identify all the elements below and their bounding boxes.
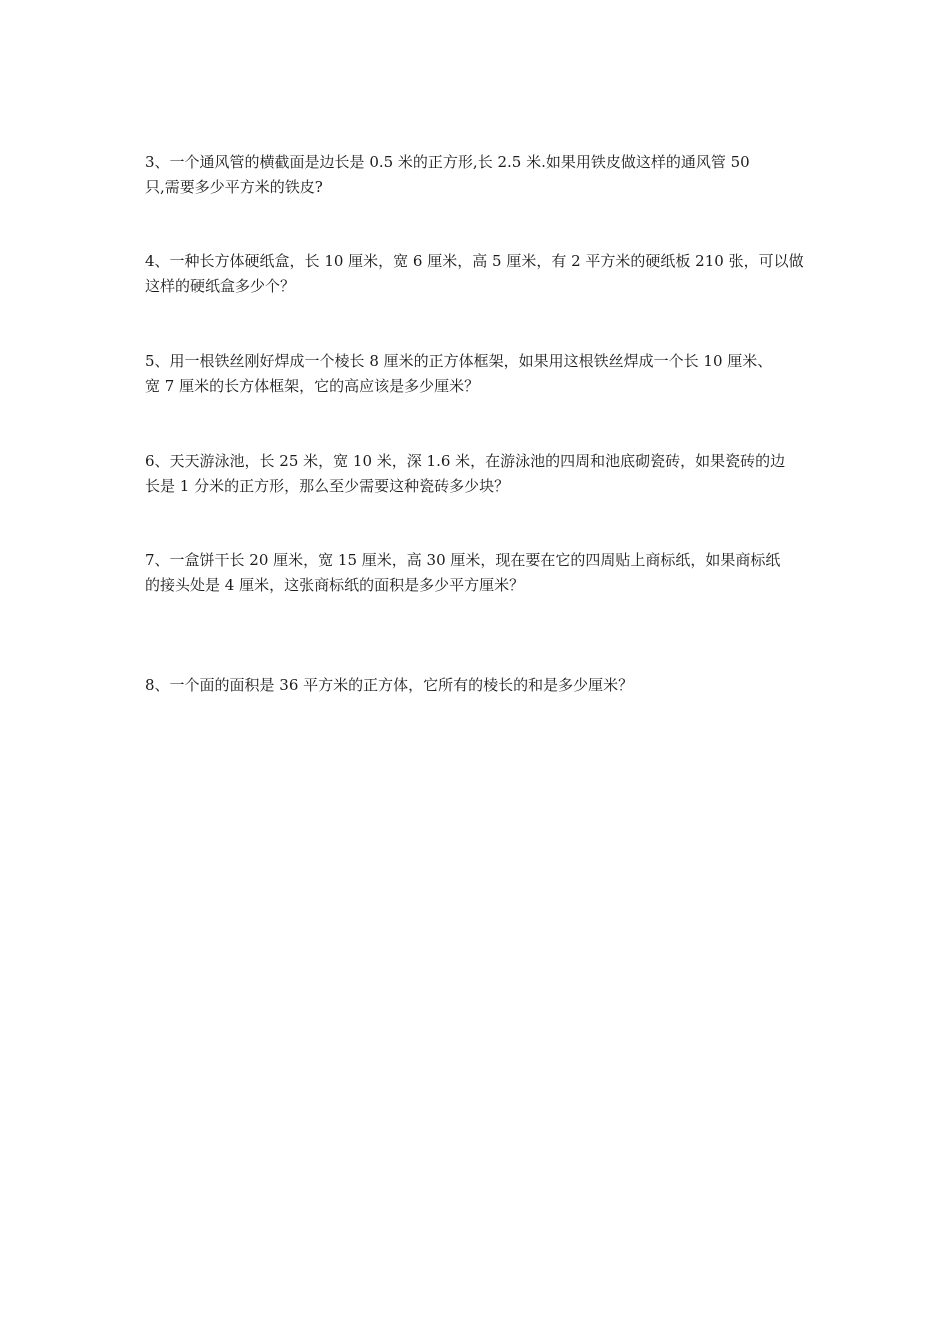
- problem-4: [145, 249, 825, 299]
- problem-3-line-1: 3、一个通风管的横截面是边长是 0.5 米的正方形,长 2.5 米.如果用铁皮做这样的通风管 50: [145, 153, 750, 171]
- problem-6-line-1: 6、天天游泳池，长 25 米，宽 10 米，深 1.6 米，在游泳池的四周和池底砌瓷砖，如果瓷砖的边: [145, 452, 786, 470]
- problem-5-line-1: 5、用一根铁丝刚好焊成一个棱长 8 厘米的正方体框架，如果用这根铁丝焊成一个长 10 厘米、: [145, 352, 773, 370]
- problem-3-line-2: 只,需要多少平方米的铁皮?: [145, 178, 323, 196]
- problem-7-line-1: 7、一盒饼干长 20 厘米，宽 15 厘米，高 30 厘米，现在要在它的四周贴上商标纸，如果商标纸: [145, 551, 781, 569]
- problem-6-line-2: 长是 1 分米的正方形，那么至少需要这种瓷砖多少块？: [145, 477, 510, 495]
- problem-4-line-1: 4、一种长方体硬纸盒，长 10 厘米，宽 6 厘米，高 5 厘米，有 2 平方米的硬纸板 210 张，可以做: [145, 252, 804, 270]
- problem-7-line-2: 的接头处是 4 厘米，这张商标纸的面积是多少平方厘米？: [145, 576, 525, 594]
- problem-3: [145, 150, 825, 200]
- problem-8: [145, 673, 825, 698]
- problem-4-line-2: 这样的硬纸盒多少个？: [145, 277, 296, 295]
- problem-5-line-2: 宽 7 厘米的长方体框架，它的高应该是多少厘米？: [145, 377, 480, 395]
- problem-5: [145, 349, 825, 399]
- problem-8-line-1: 8、一个面的面积是 36 平方米的正方体，它所有的棱长的和是多少厘米？: [145, 676, 634, 694]
- problem-6: [145, 449, 825, 499]
- problem-7: [145, 548, 825, 598]
